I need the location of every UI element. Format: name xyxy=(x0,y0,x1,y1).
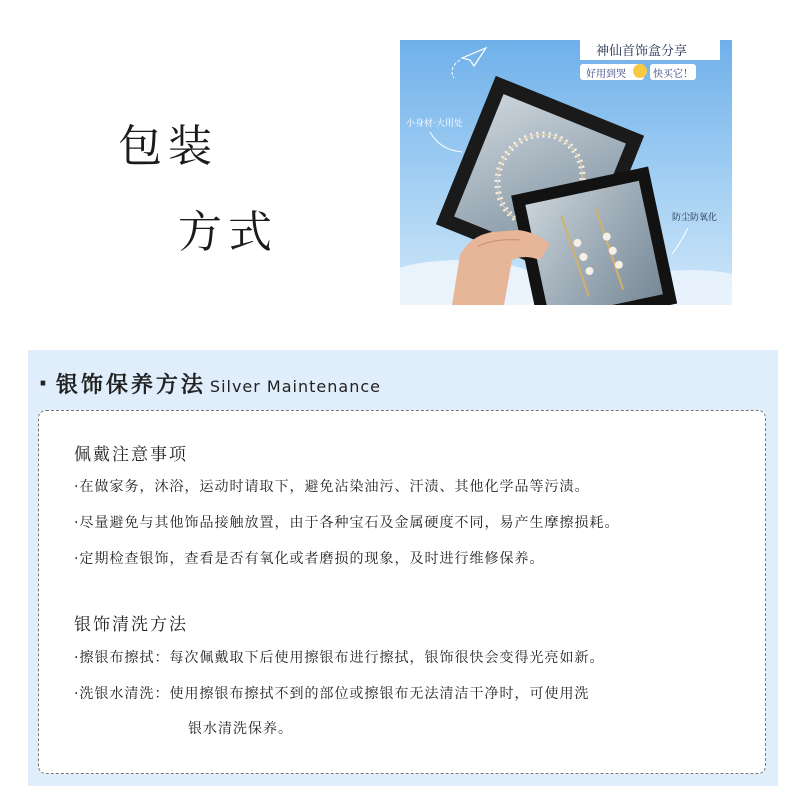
emoji-icon xyxy=(633,64,647,78)
header-bullet: · xyxy=(38,369,48,399)
list-item: ·定期检查银饰，查看是否有氧化或者磨损的现象，及时进行维修保养。 xyxy=(74,551,545,567)
list-item-continuation: 银水清洗保养。 xyxy=(188,721,293,737)
packaging-photo xyxy=(400,40,732,305)
care-title-en: Silver Maintenance xyxy=(209,377,381,396)
list-item: ·洗银水清洗：使用擦银布擦拭不到的部位或擦银布无法清洁干净时，可使用洗 xyxy=(74,686,590,702)
photo-note-left: 小身材·大用处 xyxy=(406,119,463,129)
section-title-wearing: 佩戴注意事项 xyxy=(74,445,188,465)
list-item: ·擦银布擦拭：每次佩戴取下后使用擦银布进行擦拭，银饰很快会变得光亮如新。 xyxy=(74,650,605,666)
photo-sub-left: 好用到哭 xyxy=(586,69,626,80)
care-header xyxy=(38,368,381,402)
photo-sub-right: 快买它！ xyxy=(653,69,693,80)
care-title: 银饰保养方法 xyxy=(55,373,206,398)
photo-banner-text: 神仙首饰盒分享 xyxy=(596,44,688,59)
list-item: ·在做家务，沐浴，运动时请取下，避免沾染油污、汗渍、其他化学品等污渍。 xyxy=(74,479,590,495)
packaging-title-line1: 包装 xyxy=(118,121,218,172)
packaging-title-line2: 方式 xyxy=(178,207,278,258)
photo-note-right: 防尘防氧化 xyxy=(672,213,718,223)
section-title-cleaning: 银饰清洗方法 xyxy=(74,615,188,635)
list-item: ·尽量避免与其他饰品接触放置，由于各种宝石及金属硬度不同，易产生摩擦损耗。 xyxy=(74,515,620,531)
